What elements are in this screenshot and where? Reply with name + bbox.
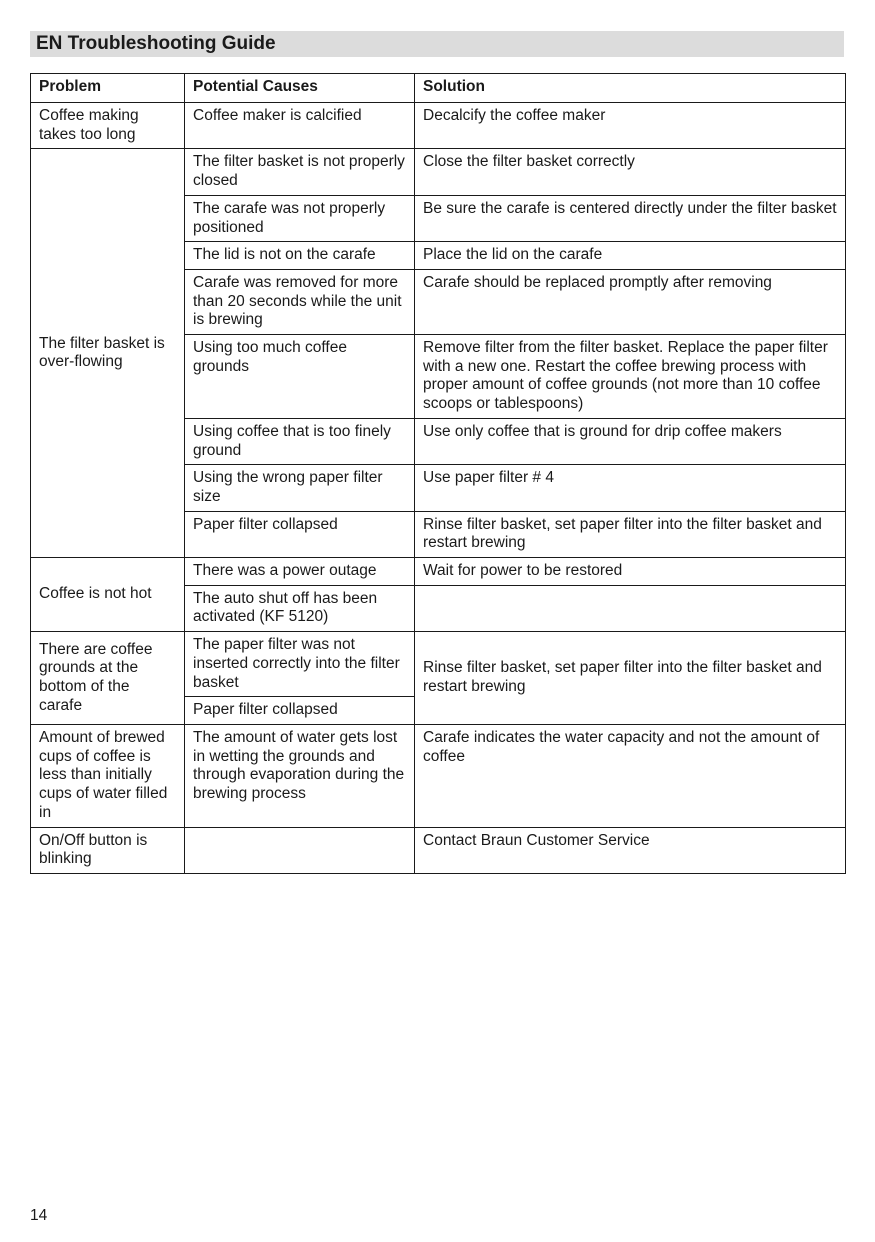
solution-cell: Use paper filter # 4 bbox=[415, 465, 846, 511]
table-row bbox=[31, 149, 846, 195]
cause-cell: Paper filter collapsed bbox=[185, 697, 415, 725]
cause-cell: Using coffee that is too finely ground bbox=[185, 418, 415, 464]
troubleshooting-table bbox=[30, 73, 846, 874]
solution-cell: Be sure the carafe is centered directly under the filter basket bbox=[415, 195, 846, 241]
table-row bbox=[31, 103, 846, 149]
problem-cell: On/Off button is blinking bbox=[31, 827, 185, 873]
solution-cell: Use only coffee that is ground for drip coffee makers bbox=[415, 418, 846, 464]
cause-cell: Coffee maker is calcified bbox=[185, 103, 415, 149]
problem-cell: The filter basket is over-flowing bbox=[31, 149, 185, 558]
solution-cell: Decalcify the coffee maker bbox=[415, 103, 846, 149]
problem-cell: Coffee is not hot bbox=[31, 558, 185, 632]
page-title: EN Troubleshooting Guide bbox=[36, 33, 276, 54]
table-row bbox=[31, 724, 846, 827]
solution-cell: Close the filter basket correctly bbox=[415, 149, 846, 195]
solution-cell: Place the lid on the carafe bbox=[415, 242, 846, 270]
problem-cell: There are coffee grounds at the bottom of the carafe bbox=[31, 632, 185, 725]
cause-cell: Carafe was removed for more than 20 seconds while the unit is brewing bbox=[185, 269, 415, 334]
solution-cell bbox=[415, 585, 846, 631]
table-header-row bbox=[31, 74, 846, 103]
cause-cell: The paper filter was not inserted correctly into the filter basket bbox=[185, 632, 415, 697]
column-header-solution: Solution bbox=[415, 74, 846, 103]
table-row bbox=[31, 632, 846, 697]
title-bar bbox=[30, 31, 844, 57]
solution-cell: Remove filter from the filter basket. Replace the paper filter with a new one. Restart the coffee brewing process with proper amount of coffee grounds (not more than 10 coffee scoops or tablespoons) bbox=[415, 335, 846, 419]
column-header-causes: Potential Causes bbox=[185, 74, 415, 103]
table-row bbox=[31, 827, 846, 873]
cause-cell: The amount of water gets lost in wetting the grounds and through evaporation during the brewing process bbox=[185, 724, 415, 827]
problem-cell: Coffee making takes too long bbox=[31, 103, 185, 149]
solution-cell: Carafe indicates the water capacity and not the amount of coffee bbox=[415, 724, 846, 827]
solution-cell: Wait for power to be restored bbox=[415, 558, 846, 586]
cause-cell: Using too much coffee grounds bbox=[185, 335, 415, 419]
cause-cell: The filter basket is not properly closed bbox=[185, 149, 415, 195]
cause-cell: Paper filter collapsed bbox=[185, 511, 415, 557]
page-number: 14 bbox=[30, 1207, 48, 1224]
cause-cell: There was a power outage bbox=[185, 558, 415, 586]
cause-cell bbox=[185, 827, 415, 873]
solution-cell: Contact Braun Customer Service bbox=[415, 827, 846, 873]
solution-cell: Rinse filter basket, set paper filter into the filter basket and restart brewing bbox=[415, 511, 846, 557]
problem-cell: Amount of brewed cups of coffee is less than initially cups of water filled in bbox=[31, 724, 185, 827]
cause-cell: Using the wrong paper filter size bbox=[185, 465, 415, 511]
solution-cell: Carafe should be replaced promptly after removing bbox=[415, 269, 846, 334]
table-row bbox=[31, 558, 846, 586]
cause-cell: The carafe was not properly positioned bbox=[185, 195, 415, 241]
cause-cell: The auto shut off has been activated (KF 5120) bbox=[185, 585, 415, 631]
solution-cell: Rinse filter basket, set paper filter into the filter basket and restart brewing bbox=[415, 632, 846, 725]
column-header-problem: Problem bbox=[31, 74, 185, 103]
cause-cell: The lid is not on the carafe bbox=[185, 242, 415, 270]
